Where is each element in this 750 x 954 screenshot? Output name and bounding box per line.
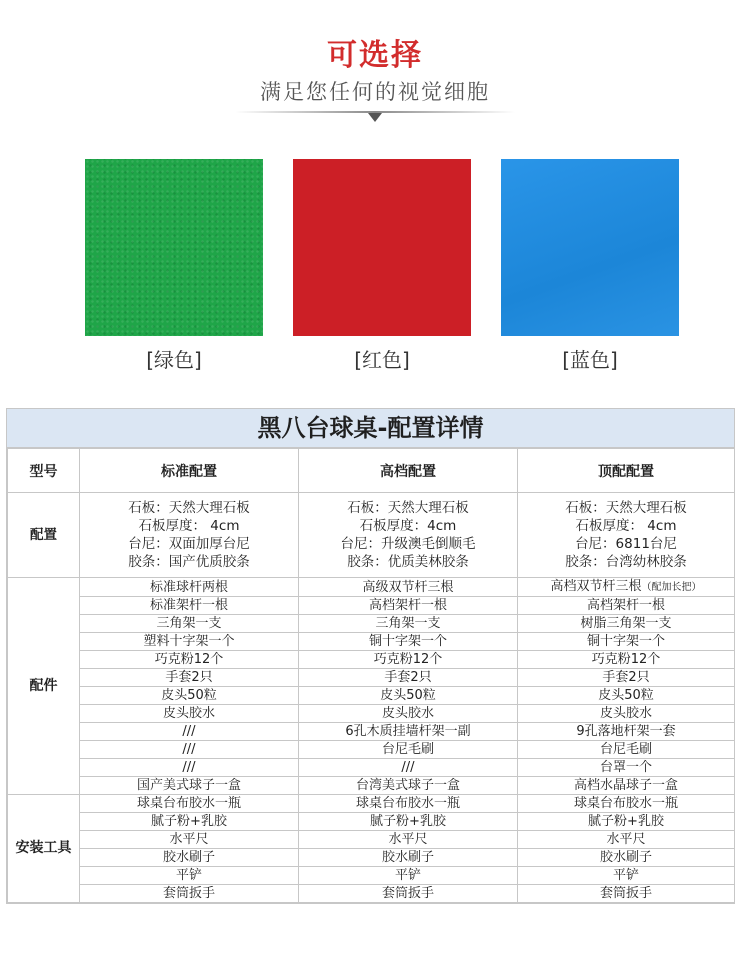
item-text: 手套2只 [165,670,213,685]
blue-swatch-label: [蓝色] [562,348,618,372]
tool-row-cell [518,831,735,849]
item-text: 手套2只 [384,670,432,685]
accessory-row-cell [299,578,518,597]
item-text: 巧克粉12个 [591,652,661,667]
item-text: 水平尺 [388,832,428,847]
tool-row-cell [518,885,735,903]
blue-swatch [501,159,679,336]
item-text: 腻子粉+乳胶 [370,814,446,829]
accessory-row-cell [299,723,518,741]
accessory-row-cell [80,615,299,633]
tool-row [8,849,735,867]
accessory-row-cell [80,669,299,687]
item-text: 标准架杆一根 [149,598,228,613]
config-line: 胶条：台湾幼林胶条 [565,554,687,570]
config-line: 石板：天然大理石板 [128,500,250,516]
tool-row-cell [299,795,518,813]
red-swatch [293,159,471,336]
item-text: 胶水刷子 [162,850,215,865]
accessory-row-cell [299,597,518,615]
item-text: 水平尺 [606,832,646,847]
accessory-row [8,777,735,795]
tool-row-cell [299,885,518,903]
tool-row [8,831,735,849]
item-text: 台尼毛刷 [599,742,652,757]
tool-row-cell [80,795,299,813]
item-text: 手套2只 [602,670,650,685]
tool-row-cell [518,795,735,813]
item-text: 台罩一个 [599,760,652,775]
tool-row [8,813,735,831]
accessory-row [8,578,735,597]
accessory-row-cell [80,651,299,669]
item-text: 三角架一支 [156,616,222,631]
tool-row-cell [518,813,735,831]
accessory-row-cell [518,597,735,615]
item-text: 球桌台布胶水一瓶 [573,796,678,811]
tool-row-cell [299,831,518,849]
item-text: 树脂三角架一支 [580,616,672,631]
item-text: /// [401,760,415,775]
config-standard-cell [80,493,299,578]
tool-row [8,867,735,885]
item-text: 国产美式球子一盒 [136,778,241,793]
hero-title: 可选择 [327,38,423,73]
item-text: /// [182,742,196,757]
down-arrow-icon [368,113,382,122]
config-line: 石板：天然大理石板 [565,500,687,516]
tool-row [8,795,735,813]
config-line: 石板厚度：4cm [359,518,457,534]
accessory-row-cell [518,578,735,597]
item-text: 皮头胶水 [162,706,215,721]
accessory-row [8,687,735,705]
config-table-title: 黑八台球桌-配置详情 [7,409,734,448]
accessory-row-cell [299,615,518,633]
accessory-row-cell [80,741,299,759]
accessory-row-cell [518,633,735,651]
accessory-row [8,705,735,723]
accessory-row-cell [518,687,735,705]
item-text: 台尼毛刷 [381,742,434,757]
accessory-row-cell [518,651,735,669]
accessory-row-cell [518,723,735,741]
tool-row-cell [518,867,735,885]
item-text: 球桌台布胶水一瓶 [355,796,460,811]
accessory-row-cell [518,615,735,633]
accessory-row-cell [80,777,299,795]
item-text: 皮头50粒 [161,688,217,703]
header-standard: 标准配置 [80,449,299,493]
tool-row-cell [80,849,299,867]
item-text: 套筒扳手 [599,886,652,901]
header-top: 顶配配置 [518,449,735,493]
config-line: 台尼：升级澳毛倒顺毛 [340,536,476,552]
red-swatch-label: [红色] [354,348,410,372]
config-row-label: 配置 [8,493,80,578]
item-text: 巧克粉12个 [154,652,224,667]
extended-handle-note: （配加长把） [641,582,702,593]
accessory-row-cell [80,578,299,597]
item-text: 6孔木质挂墙杆架一副 [345,724,471,739]
tools-section-label: 安装工具 [8,795,80,903]
config-line: 胶条：国产优质胶条 [128,554,250,570]
tool-row-cell [80,813,299,831]
item-text: 套筒扳手 [162,886,215,901]
item-text: 铜十字架一个 [586,634,665,649]
accessory-row [8,741,735,759]
item-text: 标准球杆两根 [149,579,228,595]
item-text: 皮头胶水 [381,706,434,721]
config-line: 石板厚度： 4cm [138,518,240,534]
hero-subtitle: 满足您任何的视觉细胞 [260,80,490,104]
item-text: 皮头胶水 [599,706,652,721]
accessory-row-cell [80,723,299,741]
config-premium-cell [299,493,518,578]
tool-row [8,885,735,903]
item-text: 三角架一支 [375,616,441,631]
accessory-row-cell [80,633,299,651]
item-text: /// [182,724,196,739]
config-line: 台尼：6811台尼 [575,536,677,552]
accessory-row-cell [299,759,518,777]
tool-row-cell [80,831,299,849]
accessories-section-label: 配件 [8,578,80,795]
item-text: 水平尺 [169,832,209,847]
accessory-row [8,651,735,669]
item-text: /// [182,760,196,775]
item-text: 高档水晶球子一盒 [573,778,678,793]
tool-row-cell [299,849,518,867]
accessory-row-cell [80,687,299,705]
accessory-row-cell [518,705,735,723]
item-text: 9孔落地杆架一套 [576,724,676,739]
item-text: 皮头50粒 [380,688,436,703]
green-swatch-label: [绿色] [146,348,202,372]
item-text: 平铲 [175,868,202,883]
accessory-row-cell [518,741,735,759]
item-text: 塑料十字架一个 [143,634,235,649]
tool-row-cell [80,867,299,885]
table-header-row [8,449,735,493]
config-table-panel [6,408,735,904]
item-text: 平铲 [394,868,421,883]
config-row [8,493,735,578]
tool-row-cell [518,849,735,867]
item-text: 高档架杆一根 [586,598,665,613]
accessory-row [8,615,735,633]
config-line: 胶条：优质美林胶条 [347,554,469,570]
item-text: 皮头50粒 [598,688,654,703]
item-text: 腻子粉+乳胶 [588,814,664,829]
accessory-row [8,723,735,741]
accessory-row-cell [518,777,735,795]
config-line: 台尼：双面加厚台尼 [128,536,250,552]
accessory-row-cell [299,687,518,705]
config-top-cell [518,493,735,578]
accessory-row [8,759,735,777]
item-text: 巧克粉12个 [373,652,443,667]
tool-row-cell [299,813,518,831]
accessory-row-cell [299,651,518,669]
item-text: 胶水刷子 [599,850,652,865]
accessory-row [8,669,735,687]
item-text: 球桌台布胶水一瓶 [136,796,241,811]
accessory-row [8,633,735,651]
header-model: 型号 [8,449,80,493]
config-table [7,448,735,903]
item-text: 平铲 [612,868,639,883]
accessory-row-cell [80,597,299,615]
accessory-row-cell [299,705,518,723]
accessory-row-cell [80,705,299,723]
item-text: 台湾美式球子一盒 [355,778,460,793]
green-swatch [85,159,263,336]
item-text: 套筒扳手 [381,886,434,901]
accessory-row-cell [299,741,518,759]
item-text: 腻子粉+乳胶 [151,814,227,829]
item-text: 胶水刷子 [381,850,434,865]
accessory-row-cell [299,777,518,795]
accessory-row-cell [299,633,518,651]
tool-row-cell [299,867,518,885]
accessory-row [8,597,735,615]
item-text: 高档双节杆三根 [550,579,642,594]
item-text: 高级双节杆三根 [362,579,454,595]
header-premium: 高档配置 [299,449,518,493]
accessory-row-cell [518,669,735,687]
tool-row-cell [80,885,299,903]
config-line: 石板厚度： 4cm [575,518,677,534]
accessory-row-cell [80,759,299,777]
accessory-row-cell [299,669,518,687]
config-line: 石板：天然大理石板 [347,500,469,516]
item-text: 铜十字架一个 [368,634,447,649]
item-text: 高档架杆一根 [368,598,447,613]
accessory-row-cell [518,759,735,777]
